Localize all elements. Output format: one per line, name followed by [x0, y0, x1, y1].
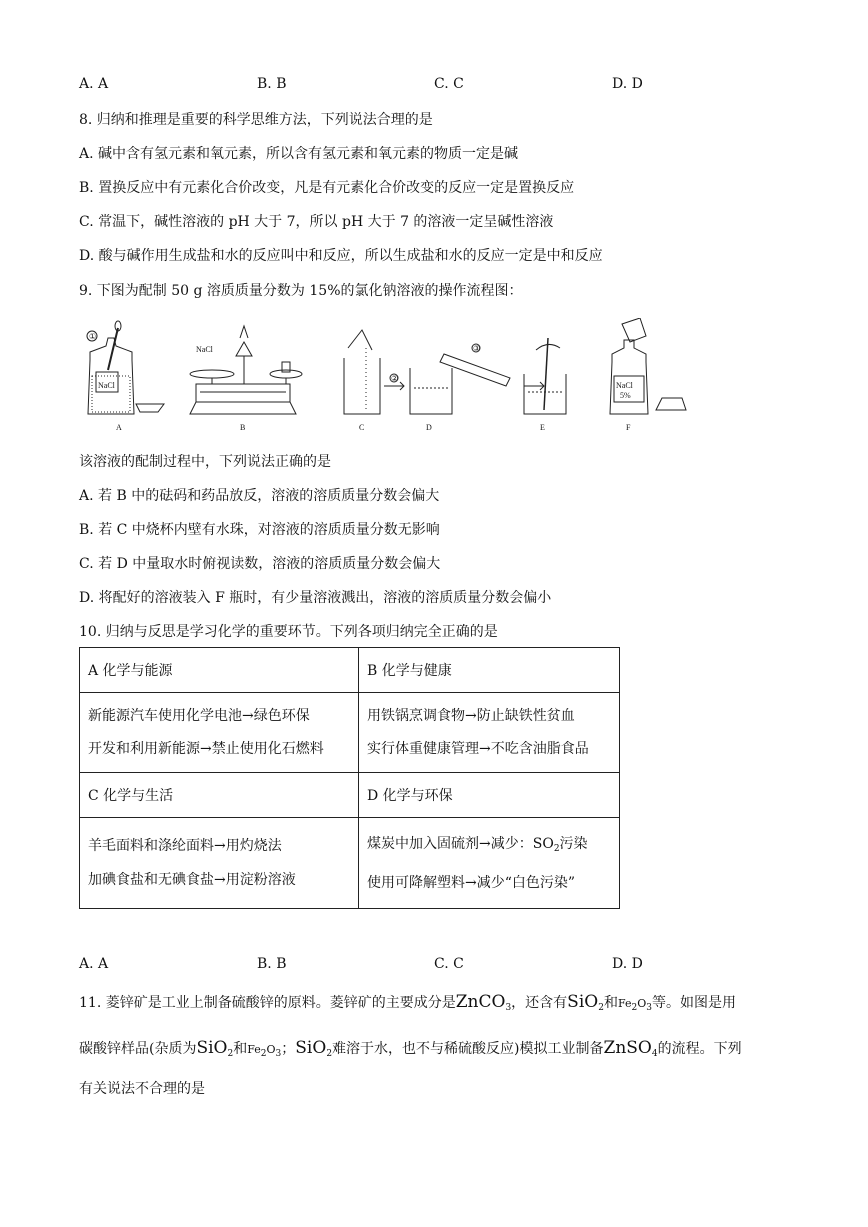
q8-option-c[interactable]: C. 常温下，碱性溶液的 pH 大于 7，所以 pH 大于 7 的溶液一定呈碱性溶液 — [79, 214, 554, 230]
balance-icon — [190, 326, 302, 414]
figure-label-c: C — [359, 423, 365, 432]
stirring-beaker-icon — [524, 338, 566, 414]
q11-line-1: 11. 菱锌矿是工业上制备硫酸锌的原料。菱锌矿的主要成分是ZnCO$_3$，还含有SiO$_2$和$Fe_2O_3$等。如图是用 — [79, 992, 736, 1013]
q11-line-3: 有关说法不合理的是 — [79, 1081, 205, 1097]
table-cell-a-body — [80, 693, 359, 773]
q9-question: 该溶液的配制过程中，下列说法正确的是 — [79, 454, 331, 470]
figure-label-f: F — [626, 423, 631, 432]
q10-option-c[interactable]: C. C — [434, 956, 464, 972]
q8-option-b[interactable]: B. 置换反应中有元素化合价改变，凡是有元素化合价改变的反应一定是置换反应 — [79, 180, 575, 196]
table-cell-a-title: A 化学与能源 — [80, 648, 359, 693]
step-3-label: ③ — [473, 344, 481, 353]
step-2-label: ② — [391, 374, 399, 383]
step-1-label: ① — [89, 332, 97, 341]
table-cell-d-title: D 化学与环保 — [359, 773, 620, 818]
percent-label-f: 5% — [620, 391, 631, 400]
table-b-line-1: 用铁锅烹调食物→防止缺铁性贫血 — [367, 707, 575, 724]
nacl-label-f: NaCl — [616, 381, 633, 390]
table-c-line-1: 羊毛面料和涤纶面料→用灼烧法 — [88, 838, 282, 854]
q9-procedure-figure — [78, 318, 688, 436]
figure-label-a: A — [116, 423, 122, 432]
q7-option-c[interactable]: C. C — [434, 76, 464, 92]
q8-stem: 8. 归纳和推理是重要的科学思维方法，下列说法合理的是 — [79, 112, 433, 128]
q9-option-c[interactable]: C. 若 D 中量取水时俯视读数，溶液的溶质质量分数会偏大 — [79, 556, 441, 572]
q7-option-d[interactable]: D. D — [612, 76, 643, 92]
table-a-line-2: 开发和利用新能源→禁止使用化石燃料 — [88, 740, 324, 757]
q7-option-b[interactable]: B. B — [257, 76, 287, 92]
table-cell-b-body — [359, 693, 620, 773]
q9-option-a[interactable]: A. 若 B 中的砝码和药品放反，溶液的溶质质量分数会偏大 — [79, 488, 440, 504]
q9-option-b[interactable]: B. 若 C 中烧杯内壁有水珠，对溶液的溶质质量分数无影响 — [79, 522, 440, 538]
q8-option-a[interactable]: A. 碱中含有氢元素和氧元素，所以含有氢元素和氧元素的物质一定是碱 — [79, 146, 519, 162]
nacl-label-b: NaCl — [196, 345, 213, 354]
q7-option-a[interactable]: A. A — [79, 76, 109, 92]
table-a-line-1: 新能源汽车使用化学电池→绿色环保 — [88, 707, 310, 724]
q10-stem: 10. 归纳与反思是学习化学的重要环节。下列各项归纳完全正确的是 — [79, 624, 498, 640]
q10-option-b[interactable]: B. B — [257, 956, 287, 972]
q9-stem: 9. 下图为配制 50 g 溶质质量分数为 15%的氯化钠溶液的操作流程图： — [79, 283, 523, 299]
q10-option-a[interactable]: A. A — [79, 956, 109, 972]
reagent-bottle-icon — [87, 321, 164, 414]
nacl-label-a: NaCl — [98, 381, 115, 390]
figure-label-b: B — [240, 423, 246, 432]
table-d-line-1: 煤炭中加入固硫剂→减少：$SO_2$污染 — [367, 835, 588, 854]
q8-option-d[interactable]: D. 酸与碱作用生成盐和水的反应叫中和反应，所以生成盐和水的反应一定是中和反应 — [79, 248, 603, 264]
table-b-line-2: 实行体重健康管理→不吃含油脂食品 — [367, 740, 589, 757]
beaker-funnel-icon — [344, 330, 404, 414]
table-cell-c-body — [80, 818, 359, 909]
table-d-line-2: 使用可降解塑料→减少“白色污染” — [367, 874, 576, 891]
q10-summary-table — [79, 647, 620, 909]
q9-option-d[interactable]: D. 将配好的溶液装入 F 瓶时，有少量溶液溅出，溶液的溶质质量分数会偏小 — [79, 590, 552, 606]
q11-line-2: 碳酸锌样品(杂质为SiO$_2$和$Fe_2O_3$；SiO$_2$难溶于水，也不与稀硫酸反应)模拟工业制备ZnSO$_4$的流程。下列 — [79, 1038, 742, 1059]
figure-label-e: E — [540, 423, 545, 432]
table-cell-c-title: C 化学与生活 — [80, 773, 359, 818]
table-cell-b-title: B 化学与健康 — [359, 648, 620, 693]
table-cell-d-body — [359, 818, 620, 909]
figure-label-d: D — [426, 423, 432, 432]
procedure-diagram — [78, 318, 688, 436]
q10-option-d[interactable]: D. D — [612, 956, 643, 972]
table-c-line-2: 加碘食盐和无碘食盐→用淀粉溶液 — [88, 872, 296, 888]
